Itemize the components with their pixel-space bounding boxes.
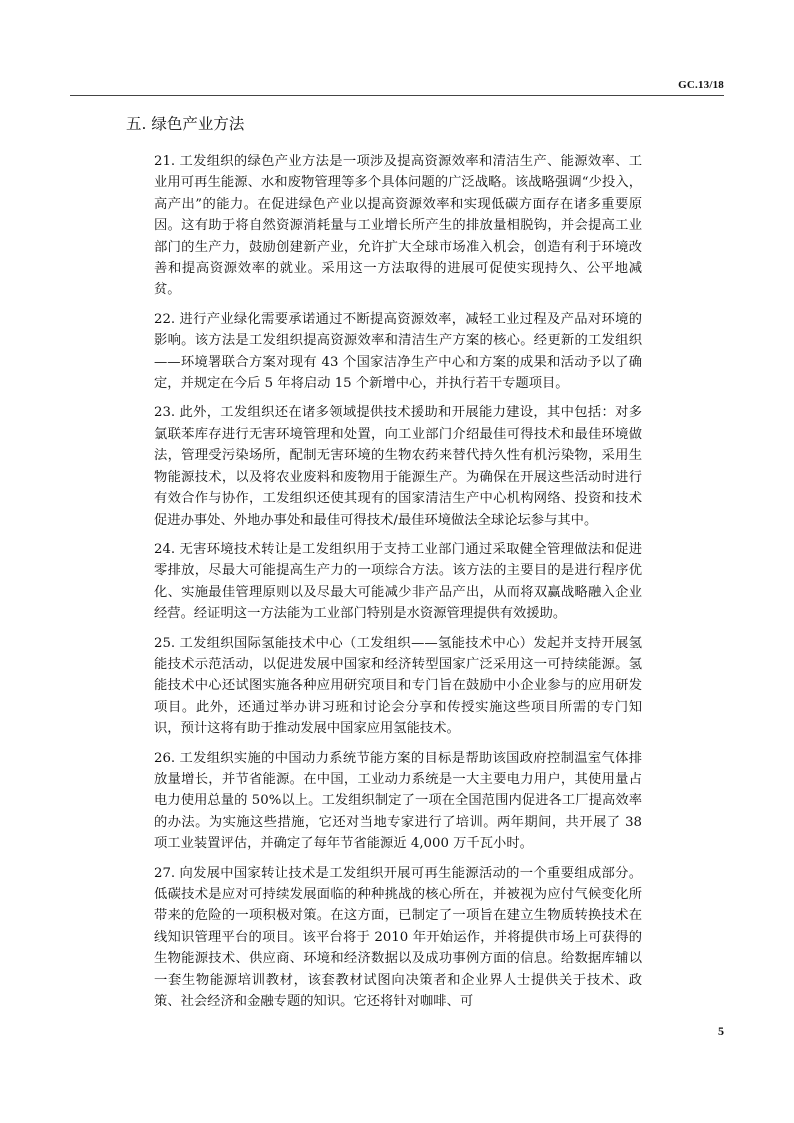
paragraph-number: 21. <box>154 154 176 169</box>
paragraph-text: 工发组织实施的中国动力系统节能方案的目标是帮助该国政府控制温室气体排放量增长，并节省能源。在中国，工业动力系统是一大主要电力用户，其使用量占电力使用总量的 50%以上。工发组织制定了一项在全国范围内促进各工厂提高效率的办法。为实施这些措施，它还对当地专家进行了培训。两年期间，共开展了 38 项工业装置评估，并确定了每年节省能源近 4,000 万千瓦小时。 <box>154 750 642 852</box>
paragraph-26 <box>154 748 642 855</box>
header-rule <box>70 95 724 96</box>
paragraph-text: 工发组织国际氢能技术中心（工发组织——氢能技术中心）发起并支持开展氢能技术示范活动，以促进发展中国家和经济转型国家广泛采用这一可持续能源。氢能技术中心还试图实施各种应用研究项目和专门旨在鼓励中小企业参与的应用研发项目。此外，还通过举办讲习班和讨论会分享和传授实施这些项目所需的专门知识，预计这将有助于推动发展中国家应用氢能技术。 <box>154 635 642 737</box>
paragraph-24 <box>154 539 642 625</box>
paragraph-22 <box>154 309 642 395</box>
paragraph-23 <box>154 402 642 530</box>
paragraph-number: 26. <box>154 750 176 766</box>
paragraph-number: 24. <box>154 541 176 557</box>
paragraph-text: 此外，工发组织还在诸多领域提供技术援助和开展能力建设，其中包括：对多氯联苯库存进行无害环境管理和处置，向工业部门介绍最佳可得技术和最佳环境做法，管理受污染场所，配制无害环境的生物农药来替代持久性有机污染物，采用生物能源技术，以及将农业废料和废物用于能源生产。为确保在开展这些活动时进行有效合作与协作，工发组织还使其现有的国家清洁生产中心机构网络、投资和技术促进办事处、外地办事处和最佳可得技术/最佳环境做法全球论坛参与其中。 <box>154 405 642 528</box>
paragraph-27 <box>154 863 642 1013</box>
paragraph-text: 进行产业绿化需要承诺通过不断提高资源效率，减轻工业过程及产品对环境的影响。该方法是工发组织提高资源效率和清洁生产方案的核心。经更新的工发组织——环境署联合方案对现有 43 个国家洁净生产中心和方案的成果和活动予以了确定，并规定在今后 5 年将启动 15 个新增中心，并执行若干专题项目。 <box>154 311 642 392</box>
section-title: 五. 绿色产业方法 <box>126 115 245 133</box>
paragraph-number: 23. <box>154 405 176 421</box>
paragraph-number: 22. <box>154 311 176 327</box>
paragraph-21 <box>154 151 642 301</box>
paragraph-text: 无害环境技术转让是工发组织用于支持工业部门通过采取健全管理做法和促进零排放，尽最大可能提高生产力的一项综合方法。该方法的主要目的是进行程序优化、实施最佳管理原则以及尽最大可能减少非产品产出，从而将双赢战略融入企业经营。经证明这一方法能为工业部门特别是水资源管理提供有效援助。 <box>154 541 642 622</box>
paragraph-number: 27. <box>154 865 176 881</box>
paragraph-25 <box>154 633 642 740</box>
paragraph-text: 工发组织的绿色产业方法是一项涉及提高资源效率和清洁生产、能源效率、工业用可再生能源、水和废物管理等多个具体问题的广泛战略。该战略强调“少投入，高产出”的能力。在促进绿色产业以提高资源效率和实现低碳方面存在诸多重要原因。这有助于将自然资源消耗量与工业增长所产生的排放量相脱钩，并会提高工业部门的生产力，鼓励创建新产业，允许扩大全球市场准入机会，创造有利于环境改善和提高资源效率的就业。采用这一方法取得的进展可促使实现持久、公平地减贫。 <box>154 154 642 298</box>
document-symbol: GC.13/18 <box>678 79 724 91</box>
page-number: 5 <box>718 1024 724 1038</box>
paragraph-text: 向发展中国家转让技术是工发组织开展可再生能源活动的一个重要组成部分。低碳技术是应对可持续发展面临的种种挑战的核心所在，并被视为应付气候变化所带来的危险的一项积极对策。在这方面，已制定了一项旨在建立生物质转换技术在线知识管理平台的项目。该平台将于 2010 年开始运作，并将提供市场上可获得的生物能源技术、供应商、环境和经济数据以及成功事例方面的信息。给数据库辅以一套生物能源培训教材，该套教材试图向决策者和企业界人士提供关于技术、政策、社会经济和金融专题的知识。它还将针对咖啡、可 <box>154 865 642 1010</box>
document-body <box>154 151 642 1020</box>
paragraph-number: 25. <box>154 635 176 651</box>
